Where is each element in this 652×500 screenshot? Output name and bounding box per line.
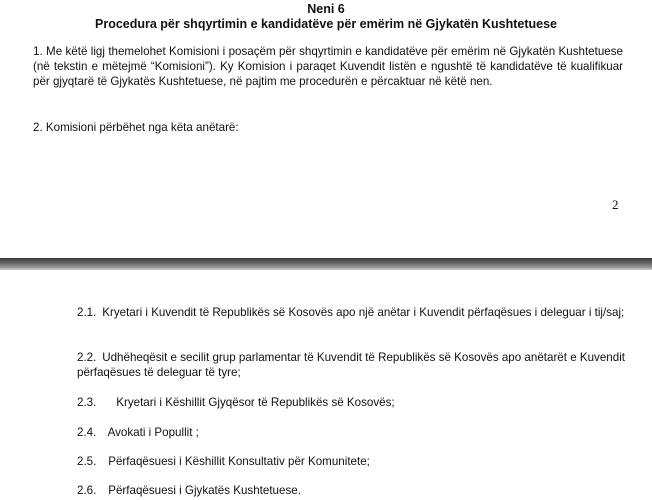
list-item-number: 2.2. [77, 351, 97, 364]
list-item [77, 454, 625, 469]
article-subtitle: Procedura për shqyrtimin e kandidatëve për emërim në Gjykatën Kushtetuese [95, 17, 557, 31]
list-item-number: 2.1. [77, 306, 97, 319]
list-item-text: Kryetari i Këshillit Gjyqësor të Republikës së Kosovës; [116, 396, 395, 409]
list-item-text: Avokati i Popullit ; [107, 426, 199, 439]
list-item [77, 425, 625, 440]
paragraph-1: 1. Me këtë ligj themelohet Komisioni i posaçëm për shqyrtimin e kandidatëve për emërim në Gjykatën Kushtetuese (në tekstin e mëtejmë “Komisioni”). Ky Komision i paraqet Kuvendit listën e ngushtë të kandidatëve të kualifikuar për gjyqtarë të Gjykatës Kushtetuese, në pajtim me procedurën e përcaktuar në këtë nen. [33, 45, 623, 88]
list-item-number: 2.4. [77, 426, 97, 439]
list-item-text: Përfaqësuesi i Këshillit Konsultativ për Komunitete; [108, 455, 370, 468]
page-number: 2 [612, 197, 619, 212]
list-item-text: Kryetari i Kuvendit të Republikës së Kosovës apo një anëtar i Kuvendit përfaqësues i deleguar i tij/saj; [102, 306, 625, 319]
list-item-number: 2.6. [77, 484, 97, 497]
list-item [77, 395, 625, 410]
list-item [77, 350, 625, 380]
list-item-number: 2.3. [77, 396, 97, 409]
paragraph-2: 2. Komisioni përbëhet nga këta anëtarë: [33, 121, 239, 134]
list-item-text: Përfaqësuesi i Gjykatës Kushtetuese. [108, 484, 301, 497]
list-item-number: 2.5. [77, 455, 97, 468]
page-separator [0, 258, 652, 270]
list-item [77, 305, 625, 320]
list-item [77, 483, 625, 498]
list-item-text: Udhëheqësit e secilit grup parlamentar të Kuvendit të Republikës së Kosovës apo anëtarët e Kuvendit përfaqësues të deleguar të tyre; [77, 351, 625, 379]
article-title: Neni 6 [307, 2, 345, 16]
